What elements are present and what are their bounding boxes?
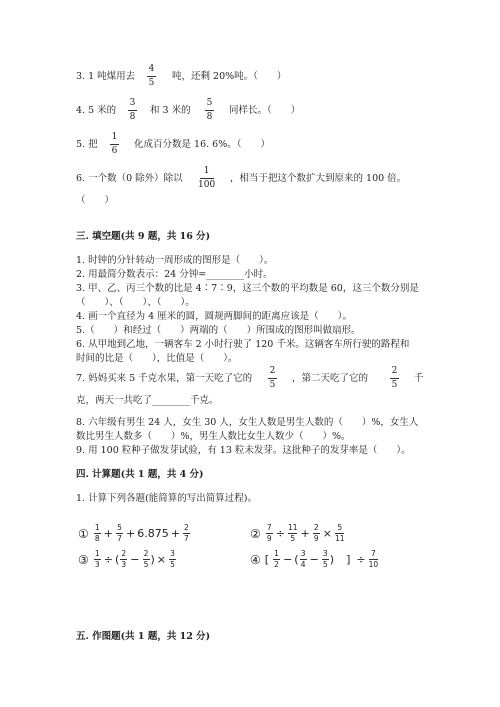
judge-q3-post: 吨，还剩 20%吨。（ ） bbox=[172, 71, 287, 82]
judge-q6-pre: 6. 一个数（0 除外）除以 bbox=[76, 173, 183, 184]
fill-q8-line1: 8. 六年级有男生 24 人，女生 30 人，女生人数是男生人数的（ ）%，女生人 bbox=[76, 417, 419, 428]
calc-e2-frac-3: 2 9 bbox=[313, 523, 319, 543]
calc-expression-3: ③ 1 3 ÷ ( 2 3 − 2 5 ) × 3 5 bbox=[78, 549, 175, 569]
calc-intro: 1. 计算下列各题(能简算的写出简算过程)。 bbox=[76, 493, 257, 504]
section-4-heading: 四. 计算题(共 1 题，共 4 分) bbox=[76, 469, 204, 480]
judge-q4-pre: 4. 5 米的 bbox=[76, 105, 117, 116]
fill-q9: 9. 用 100 粒种子做发芽试验，有 13 粒未发芽。这批种子的发芽率是（ ）。 bbox=[76, 445, 411, 456]
judge-q6-post: ，相当于把这个数扩大到原来的 100 倍。 bbox=[230, 173, 407, 184]
judge-q5-fraction: 1 6 bbox=[111, 132, 118, 156]
fill-q7-pre: 7. 妈妈买来 5 千克水果，第一天吃了它的 bbox=[76, 373, 253, 384]
judge-q6-fraction: 1 100 bbox=[198, 166, 216, 190]
calc-e4-frac-3: 3 5 bbox=[322, 549, 328, 569]
calc-e4-frac-1: 1 2 bbox=[274, 549, 279, 569]
calc-e2-frac-2: 11 5 bbox=[287, 523, 298, 543]
fill-q5: 5.（ ）和经过（ ）两端的（ ）所围成的图形叫做扇形。 bbox=[76, 325, 361, 336]
fill-q3-line1: 3. 甲、乙、丙三个数的比是 4∶7∶9，这三个数的平均数是 60，这三个数分别是 bbox=[76, 283, 419, 294]
calc-expression-4: ④ [ 1 2 − ( 3 4 − 3 5 ) ] ÷ 7 10 bbox=[250, 549, 379, 569]
judge-q5-post: 化成百分数是 16. 6%。（ ） bbox=[134, 139, 270, 150]
calc-e3-frac-3: 2 5 bbox=[143, 549, 149, 569]
calc-e1-frac-3: 2 7 bbox=[184, 523, 189, 543]
judge-q3-fraction: 4 5 bbox=[148, 64, 155, 88]
calc-e1-frac-1: 1 8 bbox=[94, 523, 100, 543]
judge-q4-mid: 和 3 米的 bbox=[150, 105, 191, 116]
fill-q4: 4. 画一个直径为 4 厘米的圆，圆规两脚间的距离应该是（ ）。 bbox=[76, 311, 352, 322]
fill-q7-post: 千 bbox=[414, 373, 424, 384]
calc-e1-frac-2: 5 7 bbox=[117, 523, 122, 543]
judge-q5-pre: 5. 把 bbox=[76, 139, 98, 150]
fill-q7-fraction-2: 2 5 bbox=[391, 366, 398, 390]
judge-q4-fraction-2: 5 8 bbox=[206, 98, 213, 122]
calc-e4-frac-4: 7 10 bbox=[368, 549, 379, 569]
calc-expression-2: ② 7 9 ÷ 11 5 + 2 9 × 5 11 bbox=[250, 523, 345, 543]
calc-e3-frac-4: 3 5 bbox=[170, 549, 175, 569]
section-3-heading: 三. 填空题(共 9 题，共 16 分) bbox=[76, 231, 211, 242]
section-5-heading: 五. 作图题(共 1 题，共 12 分) bbox=[76, 631, 211, 642]
calc-expression-1: ① 1 8 + 5 7 + 6.875 + 2 7 bbox=[78, 523, 189, 543]
calc-e2-frac-4: 5 11 bbox=[334, 523, 345, 543]
fill-q1: 1. 时钟的分针转动一周形成的图形是（ ）。 bbox=[76, 255, 274, 266]
judge-q4-fraction-1: 3 8 bbox=[129, 98, 136, 122]
fill-q8-line2: 数比男生人数多（ ）%，男生人数比女生人数少（ ）%。 bbox=[76, 431, 351, 442]
calc-e4-frac-2: 3 4 bbox=[300, 549, 306, 569]
fill-q7-mid: ，第二天吃了它的 bbox=[292, 373, 369, 384]
calc-e3-frac-2: 2 3 bbox=[121, 549, 127, 569]
judge-q6-paren: （ ） bbox=[76, 195, 115, 206]
fill-q2: 2. 用最简分数表示：24 分钟=________小时。 bbox=[76, 269, 273, 280]
fill-q6-line2: 时间的比是（ ），比值是（ ）。 bbox=[76, 353, 238, 364]
calc-e2-frac-1: 7 9 bbox=[266, 523, 272, 543]
fill-q7-fraction-1: 2 5 bbox=[269, 366, 276, 390]
judge-q3-pre: 3. 1 吨煤用去 bbox=[76, 71, 136, 82]
calc-e3-frac-1: 1 3 bbox=[94, 549, 100, 569]
fill-q6-line1: 6. 从甲地到乙地，一辆客车 2 小时行驶了 120 千米。这辆客车所行驶的路程和 bbox=[76, 339, 410, 350]
judge-q4-post: 同样长。（ ） bbox=[229, 105, 301, 116]
fill-q3-line2: （ ）、（ ）、（ ）。 bbox=[76, 297, 195, 308]
fill-q7-line2: 克，两天一共吃了________千克。 bbox=[76, 395, 219, 406]
